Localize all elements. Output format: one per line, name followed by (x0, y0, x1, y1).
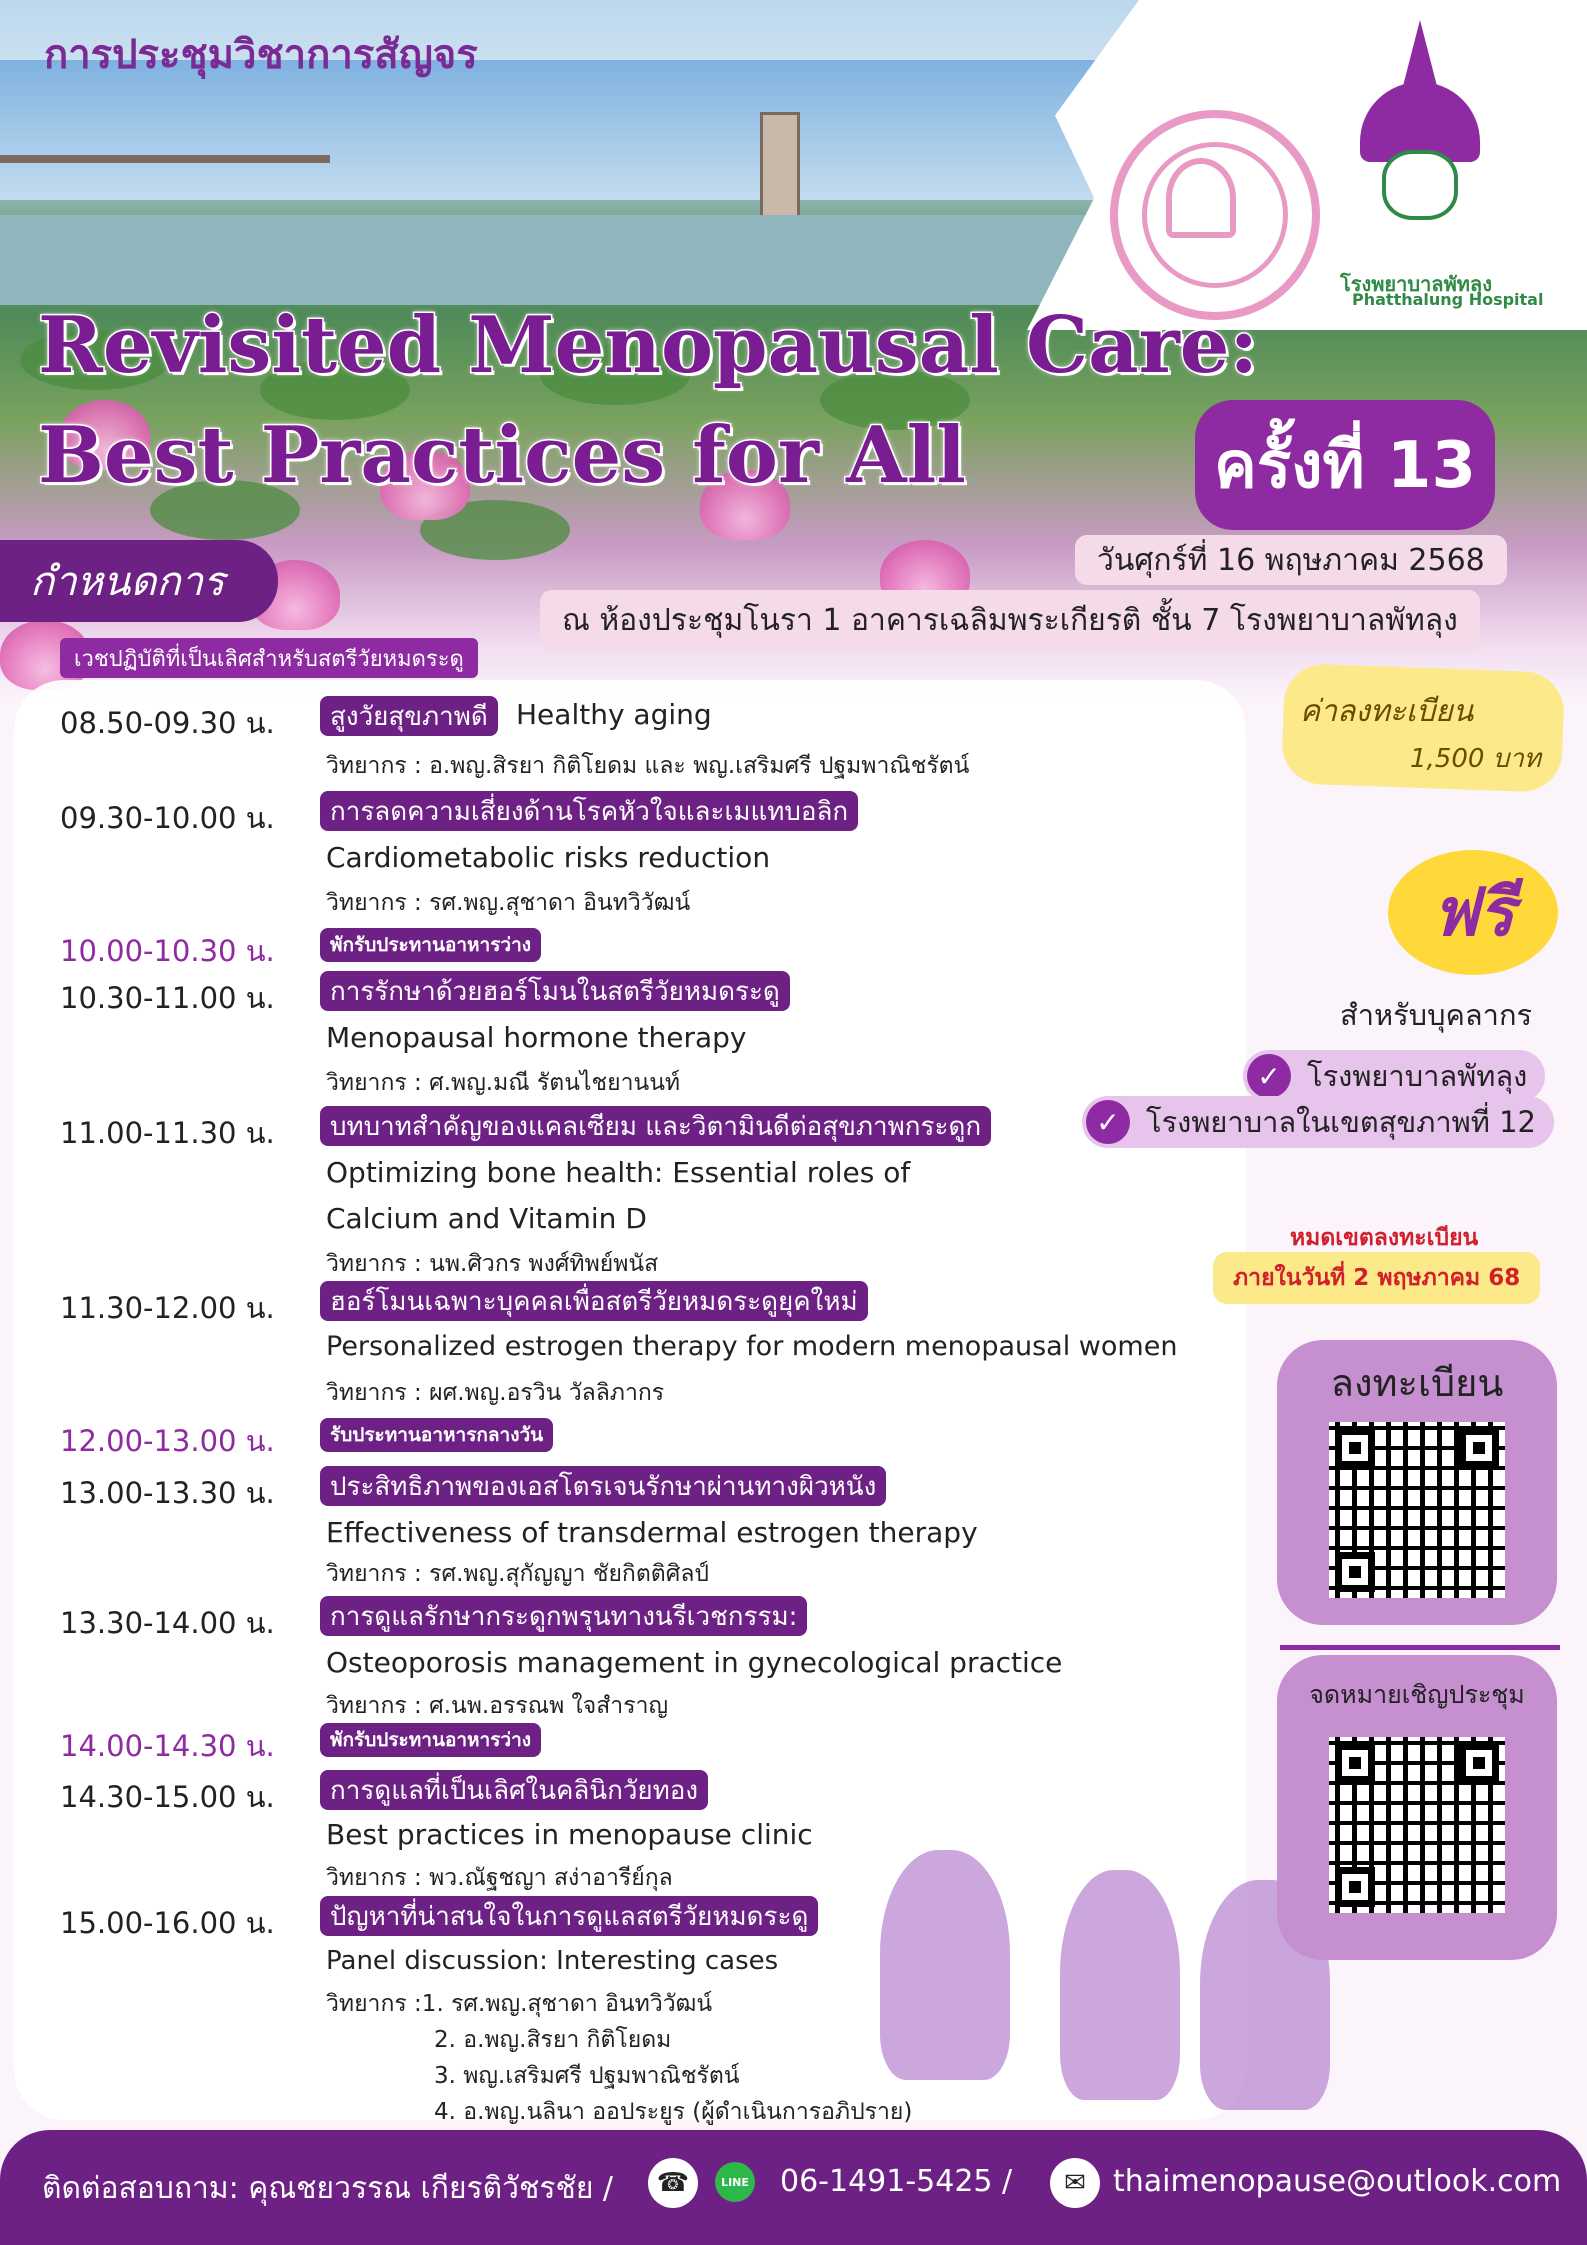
eligible-group-label: โรงพยาบาลพัทลุง (1307, 1059, 1528, 1093)
divider (1280, 1645, 1560, 1650)
invitation-title: จดหมายเชิญประชุม (1309, 1680, 1525, 1709)
session-title-th: การรักษาด้วยฮอร์โมนในสตรีวัยหมดระดู (320, 971, 790, 1011)
line-app-icon: LINE (715, 2162, 755, 2202)
session-time: 13.00-13.30 น. (60, 1476, 275, 1510)
contact-phone[interactable]: 06-1491-5425 / (780, 2164, 1013, 2199)
fee-amount: 1,500 บาท (1410, 744, 1541, 774)
session-title-en: Menopausal hormone therapy (326, 1021, 747, 1054)
event-type-label: การประชุมวิชาการสัญจร (44, 33, 478, 77)
session-title-en: Best practices in menopause clinic (326, 1818, 813, 1851)
event-venue: ณ ห้องประชุมโนรา 1 อาคารเฉลิมพระเกียรติ ชั้น 7 โรงพยาบาลพัทลุง (540, 590, 1480, 650)
eligible-group-label: โรงพยาบาลในเขตสุขภาพที่ 12 (1146, 1105, 1536, 1139)
edition-badge: ครั้งที่ 13 (1195, 400, 1495, 530)
agenda-heading: กำหนดการ (0, 540, 278, 622)
fee-label: ค่าลงทะเบียน (1300, 694, 1474, 729)
invitation-qr-card (1277, 1655, 1557, 1960)
session-title-th: การดูแลรักษากระดูกพรุนทางนรีเวชกรรม: (320, 1596, 807, 1636)
deadline-label: หมดเขตลงทะเบียน (1290, 1225, 1479, 1251)
spire-icon (1402, 20, 1438, 90)
register-qr-card (1277, 1340, 1557, 1625)
session-title-en: Panel discussion: Interesting cases (326, 1946, 779, 1976)
session-time: 13.30-14.00 น. (60, 1606, 275, 1640)
contact-person: ติดต่อสอบถาม: คุณชยวรรณ เกียรติวัชรชัย / (42, 2171, 614, 2206)
session-title-th: ประสิทธิภาพของเอสโตรเจนรักษาผ่านทางผิวหนัง (320, 1466, 886, 1506)
eligible-group-1 (1243, 1050, 1545, 1102)
session-speaker: วิทยากร :1. รศ.พญ.สุชาดา อินทวิวัฒน์ (326, 1991, 713, 2017)
lotus-icon (1166, 158, 1236, 238)
session-speaker: วิทยากร : อ.พญ.สิรยา กิติโยดม และ พญ.เสริมศรี ปฐมพาณิชรัตน์ (326, 753, 970, 779)
hospital-logo-text-th: โรงพยาบาลพัทลุง (1340, 272, 1492, 296)
session-title-en: Healthy aging (516, 698, 712, 731)
free-badge: ฟรี (1388, 850, 1558, 975)
session-time: 14.30-15.00 น. (60, 1780, 275, 1814)
register-title: ลงทะเบียน (1330, 1361, 1504, 1405)
session-time: 11.00-11.30 น. (60, 1116, 275, 1150)
agenda-subtitle: เวชปฏิบัติที่เป็นเลิศสำหรับสตรีวัยหมดระดู (60, 638, 478, 678)
panel-speaker: 2. อ.พญ.สิรยา กิติโยดม (434, 2027, 672, 2053)
viewing-tower (760, 112, 800, 228)
break-time: 10.00-10.30 น. (60, 934, 275, 968)
event-title-line2: Best Practices for All (38, 410, 966, 501)
caduceus-icon (1382, 150, 1458, 220)
session-speaker: วิทยากร : ศ.นพ.อรรณพ ใจสำราญ (326, 1693, 669, 1719)
session-title-en: Optimizing bone health: Essential roles of (326, 1156, 911, 1189)
phone-icon: ☎ (648, 2158, 698, 2208)
session-title-th: การดูแลที่เป็นเลิศในคลินิกวัยทอง (320, 1770, 708, 1810)
shadow-puppet-figure (1060, 1870, 1180, 2100)
for-staff-label: สำหรับบุคลากร (1340, 998, 1533, 1032)
session-title-en: Osteoporosis management in gynecological practice (326, 1646, 1063, 1679)
session-time: 09.30-10.00 น. (60, 801, 275, 835)
shadow-puppet-figure (880, 1850, 1010, 2080)
session-title-en: Cardiometabolic risks reduction (326, 841, 771, 874)
session-speaker: วิทยากร : รศ.พญ.สุกัญญา ชัยกิตติศิลป์ (326, 1561, 710, 1587)
register-qr-code[interactable] (1329, 1422, 1505, 1598)
session-time: 15.00-16.00 น. (60, 1906, 275, 1940)
session-title-th: ปัญหาที่น่าสนใจในการดูแลสตรีวัยหมดระดู (320, 1896, 818, 1936)
event-date: วันศุกร์ที่ 16 พฤษภาคม 2568 (1075, 535, 1507, 585)
session-title-en-cont: Calcium and Vitamin D (326, 1202, 647, 1235)
session-speaker: วิทยากร : ศ.พญ.มณี รัตนไชยานนท์ (326, 1070, 681, 1096)
session-speaker: วิทยากร : รศ.พญ.สุชาดา อินทวิวัฒน์ (326, 890, 691, 916)
check-icon: ✓ (1247, 1054, 1291, 1098)
session-time: 08.50-09.30 น. (60, 706, 275, 740)
panel-speaker: 4. อ.พญ.นลินา ออประยูร (ผู้ดำเนินการอภิปราย) (434, 2099, 913, 2125)
session-title-en: Personalized estrogen therapy for modern menopausal women (326, 1331, 1178, 1362)
session-title-th: บทบาทสำคัญของแคลเซียม และวิตามินดีต่อสุขภาพกระดูก (320, 1106, 991, 1146)
session-speaker: วิทยากร : พว.ณัฐชญา สง่าอารีย์กุล (326, 1865, 673, 1891)
deadline-date: ภายในวันที่ 2 พฤษภาคม 68 (1213, 1252, 1540, 1304)
thai-menopause-society-logo (1110, 110, 1320, 320)
break-time: 14.00-14.30 น. (60, 1729, 275, 1763)
invitation-qr-code[interactable] (1329, 1737, 1505, 1913)
session-speaker: วิทยากร : ผศ.พญ.อรวิน วัลลิภากร (326, 1380, 665, 1406)
session-title-th: สูงวัยสุขภาพดี (320, 696, 498, 736)
break-label: รับประทานอาหารกลางวัน (320, 1418, 553, 1452)
session-title-en: Effectiveness of transdermal estrogen therapy (326, 1516, 978, 1549)
break-label: พักรับประทานอาหารว่าง (320, 928, 541, 962)
session-title-th: ฮอร์โมนเฉพาะบุคคลเพื่อสตรีวัยหมดระดูยุคใหม่ (320, 1281, 868, 1321)
session-title-th: การลดความเสี่ยงด้านโรคหัวใจและเมแทบอลิก (320, 791, 858, 831)
phatthalung-hospital-logo (1350, 20, 1490, 230)
boardwalk (0, 95, 330, 163)
contact-email[interactable]: thaimenopause@outlook.com (1113, 2164, 1562, 2199)
session-speaker: วิทยากร : นพ.ศิวกร พงศ์ทิพย์พนัส (326, 1251, 659, 1277)
session-time: 10.30-11.00 น. (60, 981, 275, 1015)
email-icon: ✉ (1050, 2158, 1100, 2208)
break-time: 12.00-13.00 น. (60, 1424, 275, 1458)
hospital-logo-text-en: Phatthalung Hospital (1352, 290, 1544, 309)
panel-speaker: 3. พญ.เสริมศรี ปฐมพาณิชรัตน์ (434, 2063, 740, 2089)
eligible-group-2 (1082, 1096, 1554, 1148)
check-icon: ✓ (1086, 1100, 1130, 1144)
lake (0, 215, 1100, 305)
session-time: 11.30-12.00 น. (60, 1291, 275, 1325)
break-label: พักรับประทานอาหารว่าง (320, 1723, 541, 1757)
event-title-line1: Revisited Menopausal Care: (38, 300, 1259, 391)
